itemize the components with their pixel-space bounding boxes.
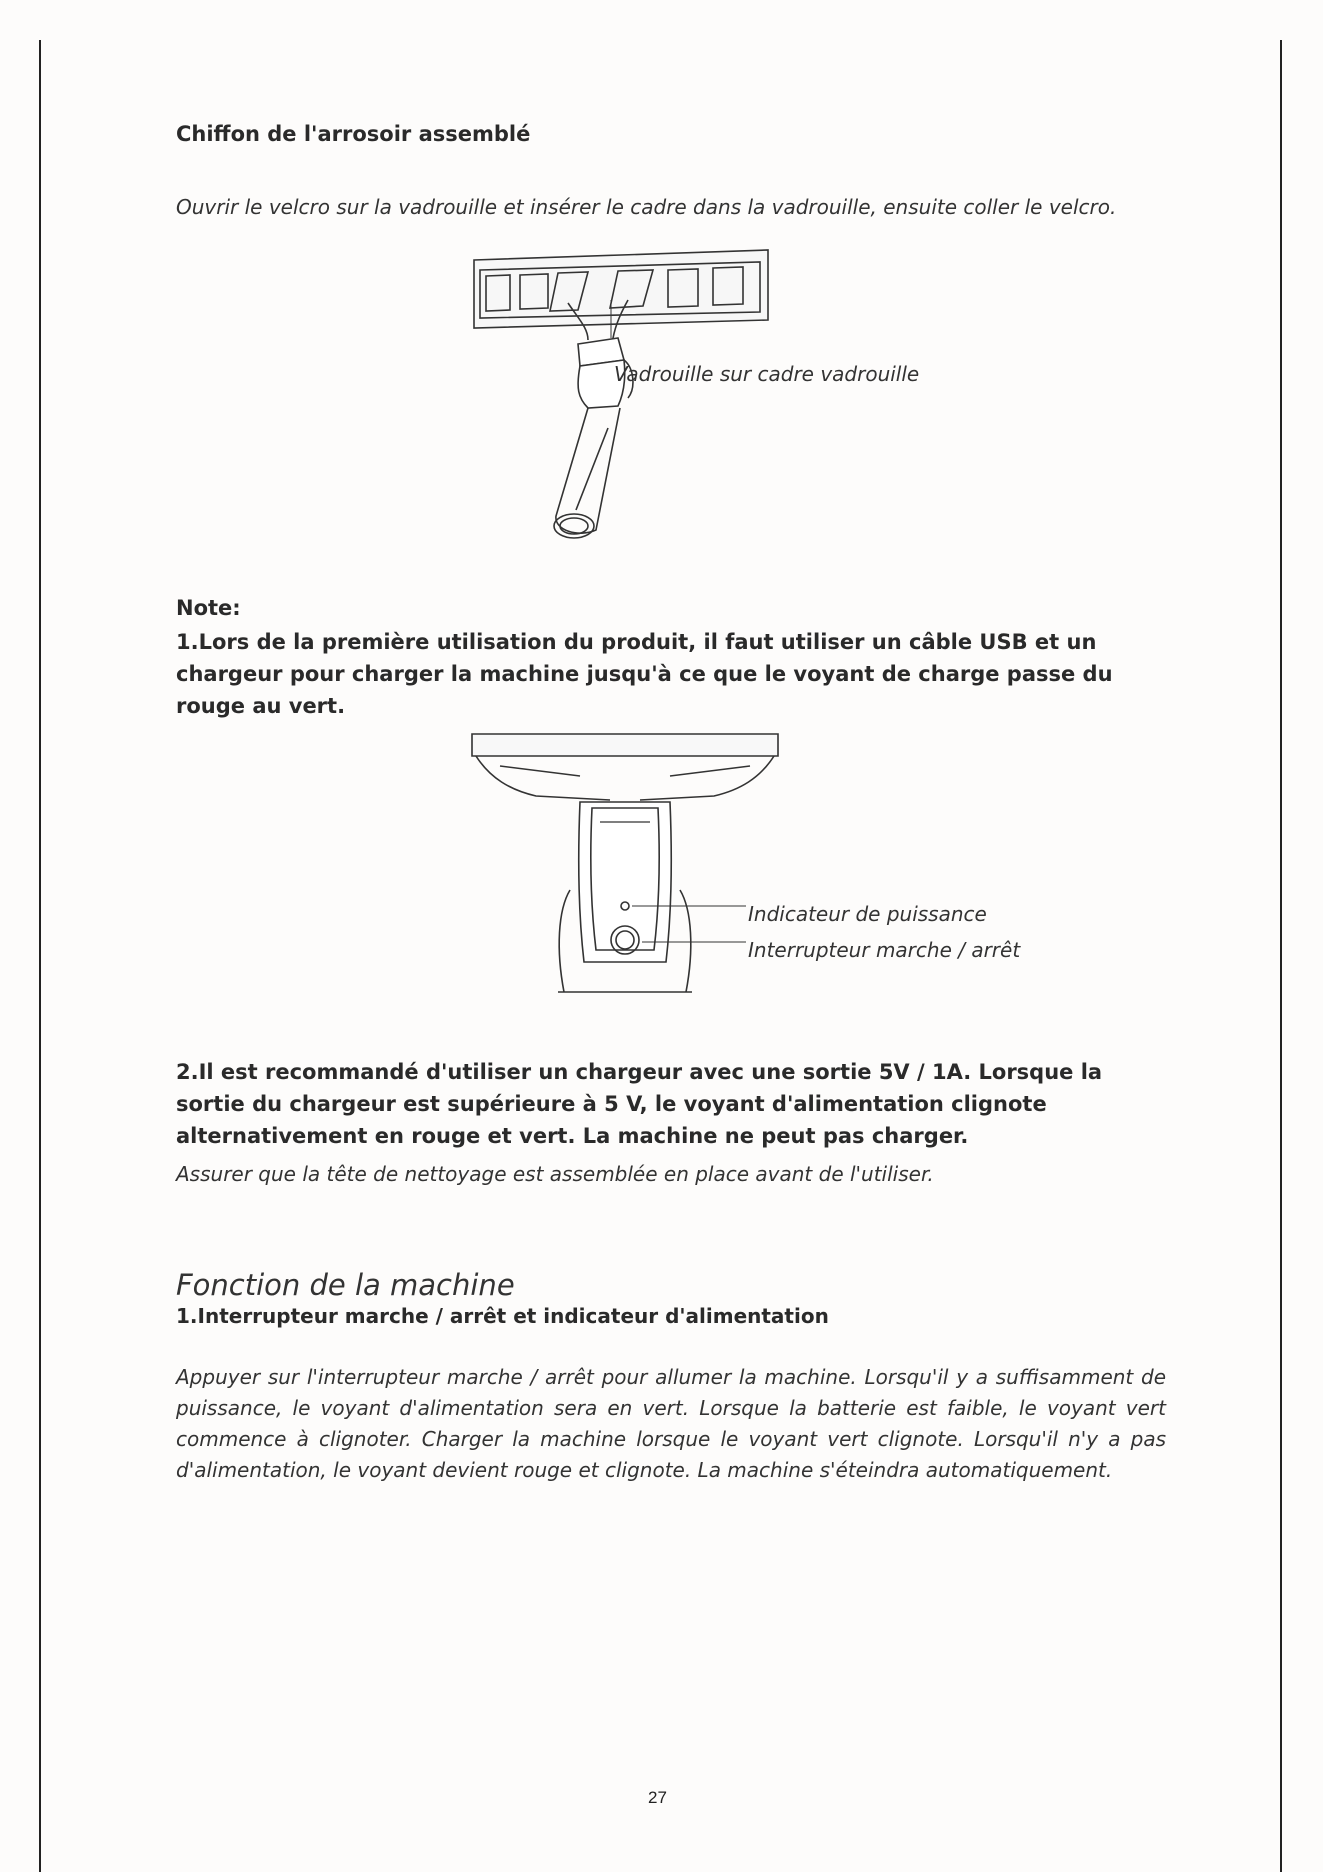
function-paragraph: Appuyer sur l'interrupteur marche / arrêt pour allumer la machine. Lorsqu'il y a suffisamment de puissance, le voyant d'alimentation sera en vert. Lorsque la batterie est faible, le voyant vert commence à clignoter. Charger la machine lorsque le voyant vert clignote. Lorsqu'il n'y a pas d'alimentation, le voyant devient rouge et clignote. La machine s'éteindra automatiquement. xyxy=(176,1365,1166,1482)
page-number: 27 xyxy=(648,1788,667,1807)
assure-text: Assurer que la tête de nettoyage est assemblée en place avant de l'utiliser. xyxy=(176,1162,934,1186)
note-item-2: 2.Il est recommandé d'utiliser un chargeur avec une sortie 5V / 1A. Lorsque la sortie du chargeur est supérieure à 5 V, le voyant d'alimentation clignote alternativement en rouge et vert. La machine ne peut pas charger. xyxy=(176,1060,1103,1148)
mop-frame-illustration xyxy=(468,248,928,548)
power-switch-label: Interrupteur marche / arrêt xyxy=(748,938,1021,962)
figure1-label: Vadrouille sur cadre vadrouille xyxy=(614,362,920,386)
section-heading: Chiffon de l'arrosoir assemblé xyxy=(176,122,531,146)
intro-text: Ouvrir le velcro sur la vadrouille et insérer le cadre dans la vadrouille, ensuite coller le velcro. xyxy=(176,195,1117,219)
sub-heading: 1.Interrupteur marche / arrêt et indicateur d'alimentation xyxy=(176,1304,829,1328)
note-title: Note: xyxy=(176,596,241,620)
left-margin-rule xyxy=(39,40,41,1872)
power-indicator-label: Indicateur de puissance xyxy=(748,902,987,926)
section-title: Fonction de la machine xyxy=(176,1268,515,1302)
right-margin-rule xyxy=(1280,40,1282,1872)
note-item-1: 1.Lors de la première utilisation du produit, il faut utiliser un câble USB et un chargeur pour charger la machine jusqu'à ce que le voyant de charge passe du rouge au vert. xyxy=(176,630,1113,718)
